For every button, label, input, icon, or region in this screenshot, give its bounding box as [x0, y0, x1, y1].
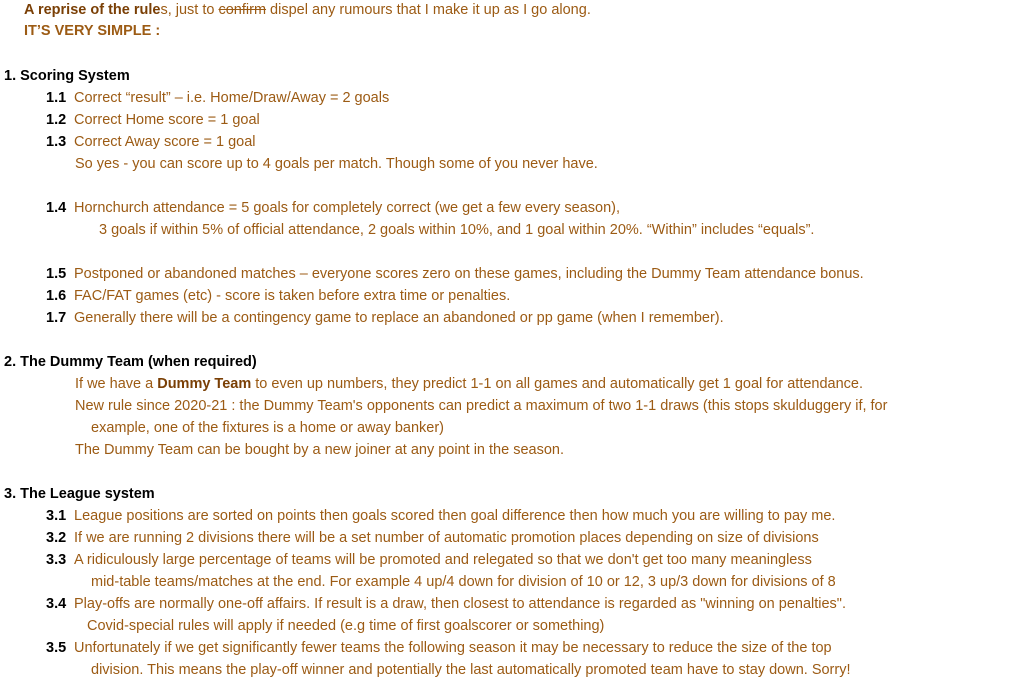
rule-text: Postponed or abandoned matches – everyone scores zero on these games, including the Dummy Team attendance bonus. [74, 266, 864, 282]
rule-1-6 [46, 286, 510, 306]
rule-3-5-continued: division. This means the play-off winner and potentially the last automatically promoted team have to stay down. Sorry! [91, 662, 851, 678]
rule-1-3 [46, 132, 255, 152]
intro-struck-word: confirm [218, 2, 267, 18]
section2-heading: 2. The Dummy Team (when required) [4, 354, 257, 370]
rule-text: Correct Away score = 1 goal [74, 134, 256, 150]
rule-1-4-continued: 3 goals if within 5% of official attendance, 2 goals within 10%, and 1 goal within 20%. “Within” includes “equals”. [99, 222, 815, 238]
rule-1-5 [46, 264, 864, 284]
dummy-team-para-3: The Dummy Team can be bought by a new joiner at any point in the season. [75, 442, 564, 458]
scoring-note: So yes - you can score up to 4 goals per match. Though some of you never have. [75, 156, 598, 172]
dummy-team-para-2-continued: example, one of the fixtures is a home or away banker) [91, 420, 445, 436]
rule-3-1 [46, 506, 835, 526]
rule-number: 1.1 [46, 90, 67, 106]
rule-1-7 [46, 308, 724, 328]
intro-line [24, 0, 591, 20]
rule-number: 3.1 [46, 508, 67, 524]
rule-number: 3.3 [46, 552, 67, 568]
rule-text: Generally there will be a contingency game to replace an abandoned or pp game (when I remember). [74, 310, 724, 326]
dummy-team-para-1 [75, 374, 863, 394]
rule-3-4 [46, 594, 846, 614]
rule-1-2 [46, 110, 260, 130]
rule-3-3 [46, 550, 812, 570]
rule-text: Correct “result” – i.e. Home/Draw/Away = 2 goals [74, 90, 390, 106]
section3-heading: 3. The League system [4, 486, 155, 502]
rule-3-5 [46, 638, 832, 658]
rule-number: 1.4 [46, 200, 67, 216]
section1-heading: 1. Scoring System [4, 68, 130, 84]
rule-text: Unfortunately if we get significantly fewer teams the following season it may be necessary to reduce the size of the top [74, 640, 832, 656]
rule-text: League positions are sorted on points then goals scored then goal difference then how much you are willing to pay me. [74, 508, 836, 524]
para-text: If we have a [75, 376, 158, 392]
para-text: to even up numbers, they predict 1-1 on all games and automatically get 1 goal for attendance. [251, 376, 864, 392]
rule-3-2 [46, 528, 819, 548]
rule-3-4-continued: Covid-special rules will apply if needed (e.g time of first goalscorer or something) [87, 618, 605, 634]
rule-text: Correct Home score = 1 goal [74, 112, 260, 128]
rule-number: 1.7 [46, 310, 67, 326]
rule-number: 1.3 [46, 134, 67, 150]
rule-number: 1.2 [46, 112, 67, 128]
rule-text: A ridiculously large percentage of teams will be promoted and relegated so that we don't get too many meaningless [74, 552, 812, 568]
intro-s: s [160, 2, 168, 18]
intro-simple: IT’S VERY SIMPLE : [24, 23, 161, 39]
intro-bold: A reprise of the rule [24, 2, 161, 18]
rule-number: 3.4 [46, 596, 67, 612]
rule-number: 3.5 [46, 640, 67, 656]
rule-text: Play-offs are normally one-off affairs. If result is a draw, then closest to attendance is regarded as "winning on penalties". [74, 596, 846, 612]
rule-number: 3.2 [46, 530, 67, 546]
rule-1-4 [46, 198, 620, 218]
dummy-team-emphasis: Dummy Team [157, 376, 252, 392]
intro-rest: dispel any rumours that I make it up as I go along. [266, 2, 591, 18]
intro-just-to: , just to [167, 2, 219, 18]
rule-1-1 [46, 88, 389, 108]
rule-text: If we are running 2 divisions there will be a set number of automatic promotion places depending on size of divisions [74, 530, 819, 546]
rule-number: 1.5 [46, 266, 67, 282]
rule-text: Hornchurch attendance = 5 goals for completely correct (we get a few every season), [74, 200, 621, 216]
rule-text: FAC/FAT games (etc) - score is taken before extra time or penalties. [74, 288, 511, 304]
rule-3-3-continued: mid-table teams/matches at the end. For example 4 up/4 down for division of 10 or 12, 3 up/3 down for divisions of 8 [91, 574, 836, 590]
dummy-team-para-2: New rule since 2020-21 : the Dummy Team's opponents can predict a maximum of two 1-1 draws (this stops skulduggery if, for [75, 398, 888, 414]
rule-number: 1.6 [46, 288, 67, 304]
